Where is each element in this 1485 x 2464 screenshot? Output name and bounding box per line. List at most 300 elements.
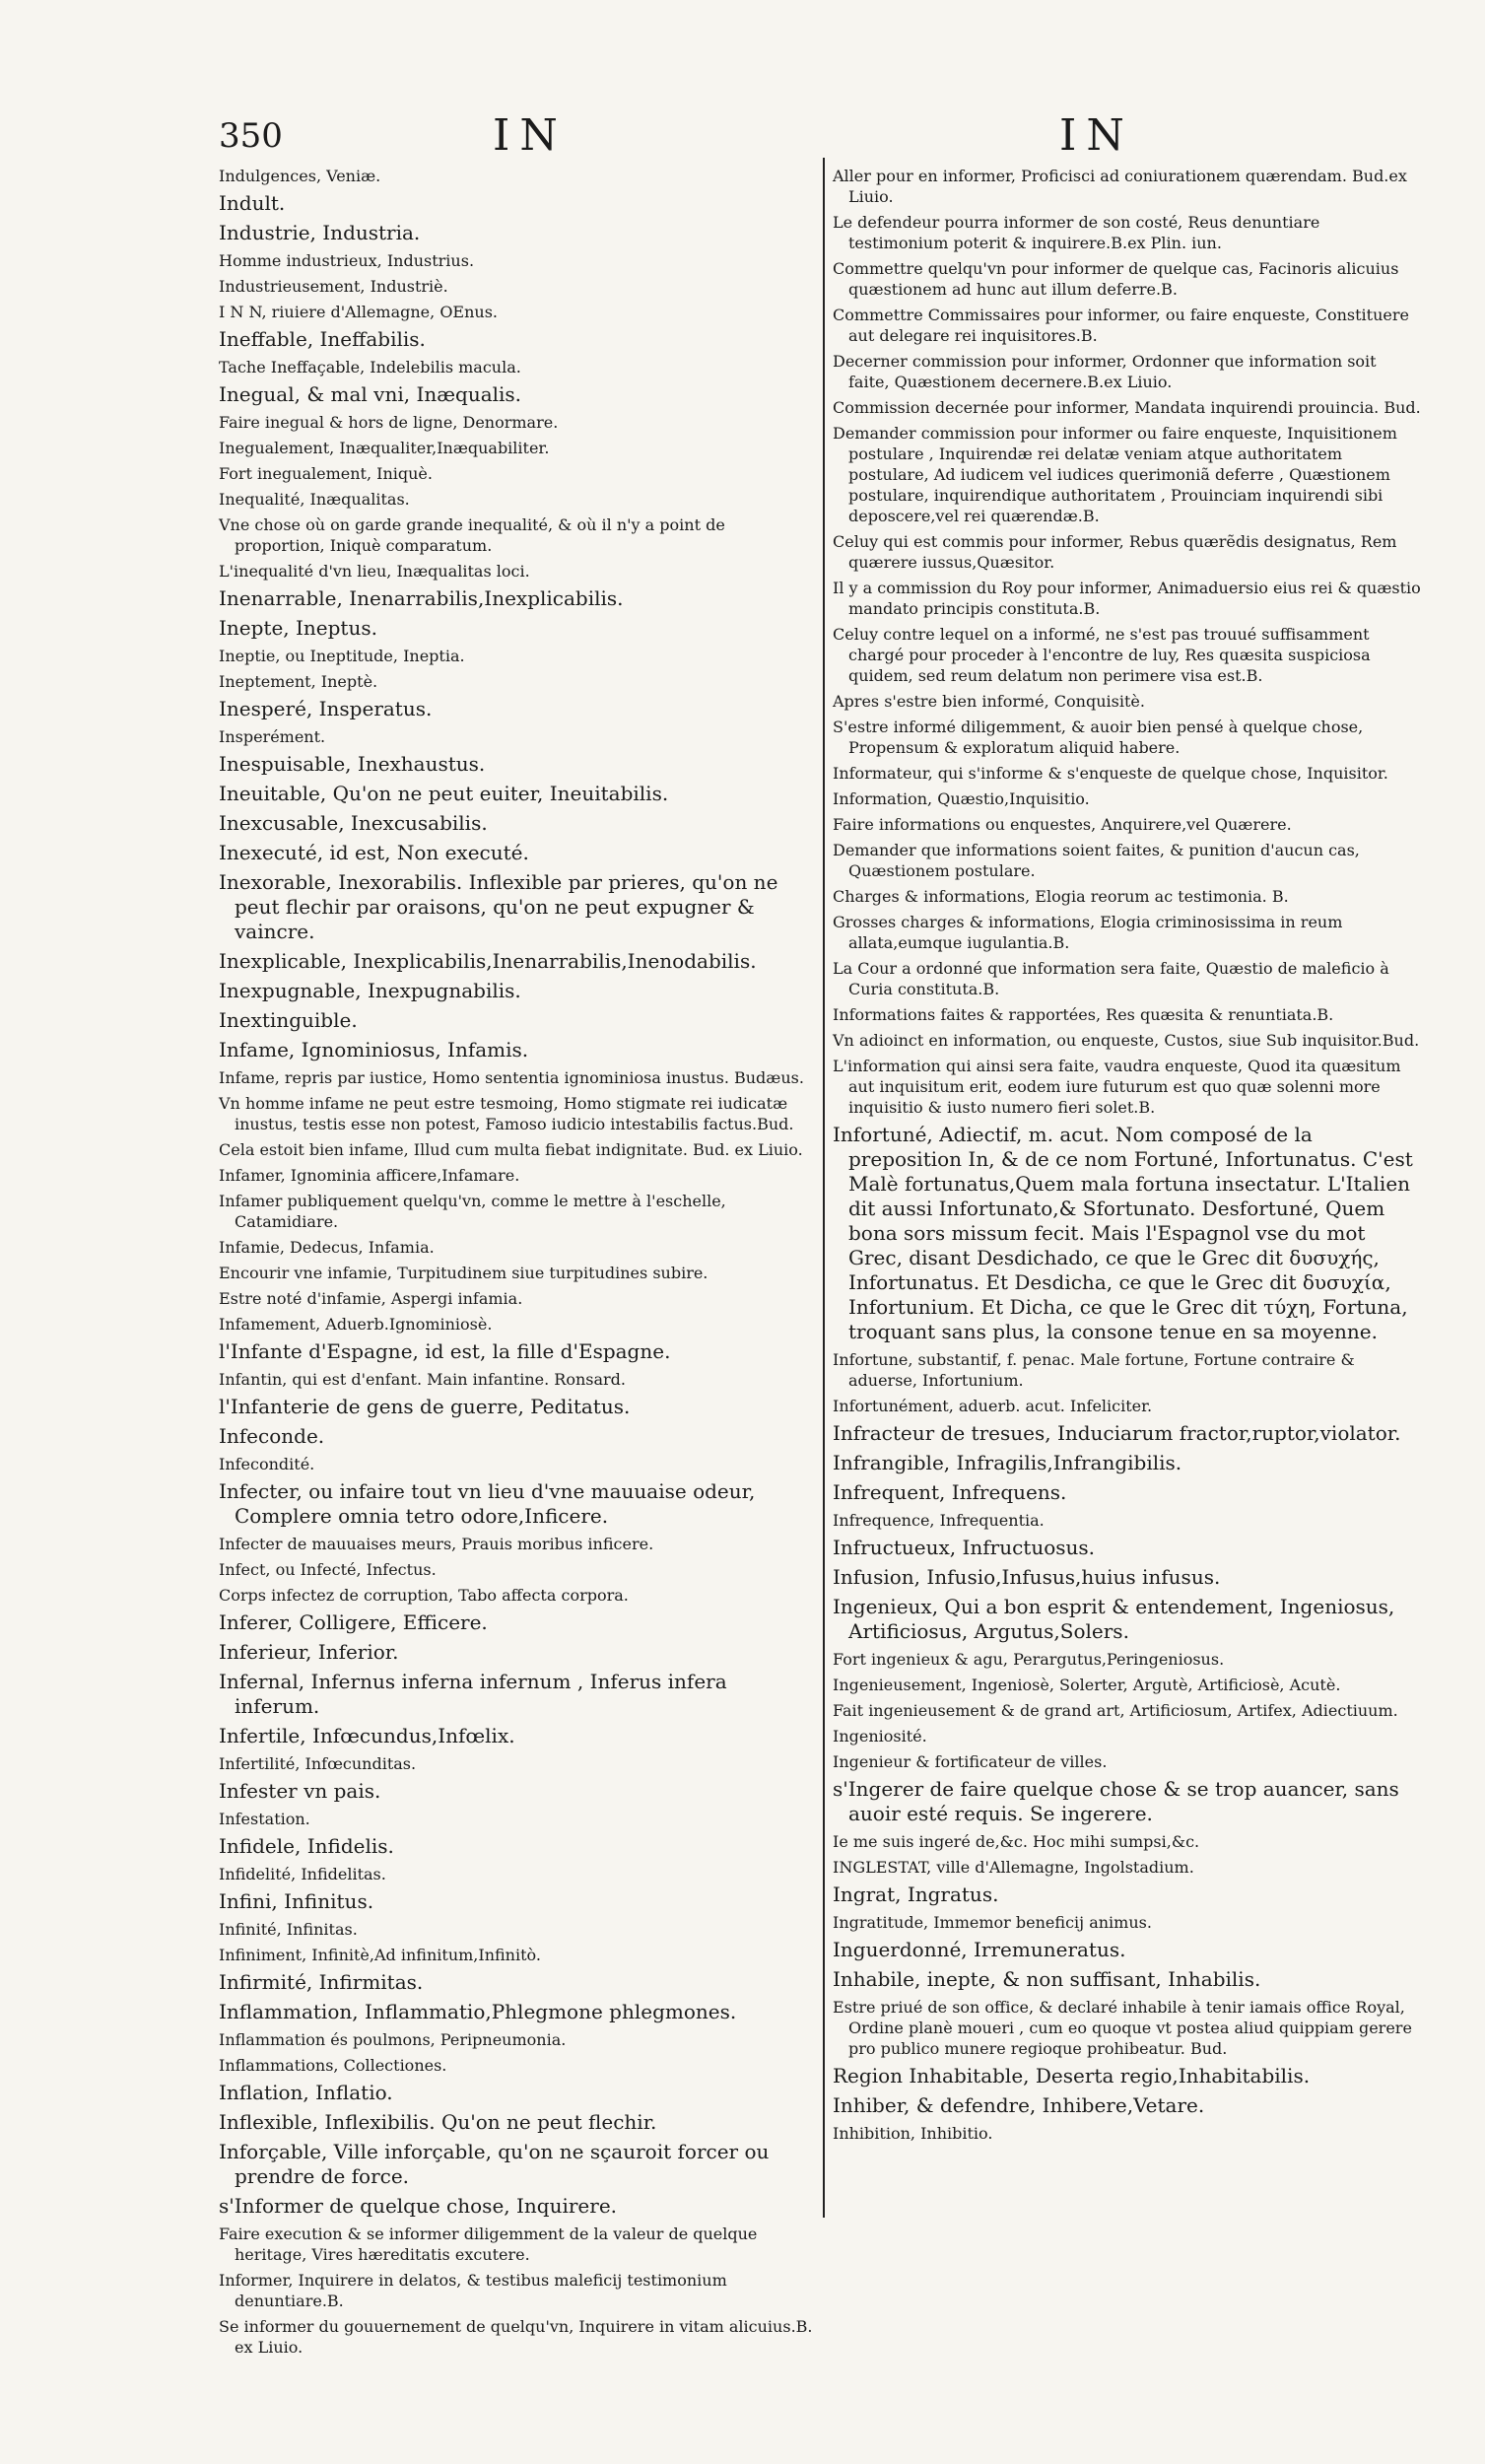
entry-definition: Custos, siue Sub inquisitor.Bud. (1164, 1031, 1420, 1050)
entry-definition: Res quæsita suspiciosa quidem, sed reum delatum non perimere visa est.B. (848, 646, 1371, 685)
entry-definition: Infragilis,Infrangibilis. (956, 1451, 1182, 1474)
entry-headword: Inflexible, (219, 2110, 319, 2134)
entry-headword: Indulgences, (219, 167, 322, 185)
entry-headword: Grosses charges & informations, (833, 913, 1096, 931)
entry-headword: Inhiber, (833, 2093, 911, 2117)
dictionary-entry (219, 697, 815, 721)
entry-headword: Faire execution & se informer diligemment de la valeur de quelque heritage, (219, 2224, 758, 2264)
entry-definition: Turpitudinem siue turpitudines subire. (397, 1264, 709, 1282)
entry-headword: Infinité, (219, 1920, 282, 1939)
entry-headword: Inenarrable, (219, 586, 343, 610)
entry-headword: Aller pour en informer, (833, 167, 1017, 185)
dictionary-entry (833, 423, 1422, 526)
entry-definition: Inæqualitas. (309, 490, 410, 509)
entry-headword: Inexplicable, (219, 949, 348, 973)
dictionary-entry (219, 1864, 815, 1884)
entry-headword: Inexorable, (219, 870, 332, 894)
dictionary-entry (219, 616, 815, 641)
entry-headword: Infortunément, (833, 1397, 954, 1415)
entry-headword: Infertilité, (219, 1754, 301, 1773)
entry-definition: Quæstio,Inquisitio. (937, 789, 1090, 808)
dictionary-entry (833, 1595, 1422, 1644)
entry-headword: Vn homme infame ne peut estre tesmoing, (219, 1094, 559, 1113)
entry-definition: Artificiosum, Artifex, Adiectiuum. (1129, 1701, 1398, 1720)
entry-definition: Reus denuntiare testimonium poterit & inquirere.B.ex Plin. iun. (848, 213, 1320, 252)
dictionary-entry (833, 1882, 1422, 1907)
dictionary-entry (219, 1165, 815, 1186)
entry-headword: Homme industrieux, (219, 251, 382, 270)
entry-definition: Infidelis. (306, 1834, 394, 1858)
entry-definition: Res quæsita & renuntiata.B. (1106, 1005, 1334, 1024)
entry-headword: Ie me suis ingeré de,&c. (833, 1832, 1028, 1851)
dictionary-entry (219, 979, 815, 1003)
entry-definition: Qu'on ne peut euiter, Ineuitabilis. (332, 782, 669, 805)
entry-definition: f. penac. Male fortune, Fortune contraire & aduerse, Infortunium. (848, 1350, 1355, 1390)
entry-definition: Prauis moribus inficere. (461, 1535, 654, 1553)
entry-headword: Infantin, qui est d'enfant. (219, 1370, 423, 1389)
dictionary-entry (833, 814, 1422, 835)
entry-headword: Charges & informations, (833, 887, 1031, 906)
entry-headword: Celuy qui est commis pour informer, (833, 532, 1124, 551)
entry-headword: L'inequalité d'vn lieu, (219, 562, 392, 581)
entry-headword: Infeconde. (219, 1424, 325, 1448)
dictionary-entry (219, 1067, 815, 1088)
dictionary-entry (219, 489, 815, 510)
entry-headword: Encourir vne infamie, (219, 1264, 393, 1282)
entry-definition: Iniquè. (376, 464, 433, 483)
dictionary-entry (833, 1675, 1422, 1695)
entry-definition: Inquirere in delatos, & testibus maleficij testimonium denuntiare.B. (235, 2271, 727, 2310)
entry-definition: Ineptia. (403, 647, 465, 665)
entry-definition: Inhibitio. (920, 2124, 993, 2143)
entry-headword: Inguerdonné, (833, 1938, 968, 1961)
entry-headword: Ineuitable, (219, 782, 327, 805)
dictionary-entry (219, 438, 815, 458)
entry-definition: Ineptus. (296, 616, 377, 640)
dictionary-entry (219, 1724, 815, 1748)
dictionary-entry (219, 250, 815, 271)
entry-headword: Information, (833, 789, 933, 808)
dictionary-entry (219, 412, 815, 433)
entry-headword: Corps infectez de corruption, (219, 1586, 454, 1605)
dictionary-entry (219, 1339, 815, 1364)
dictionary-entry (219, 1395, 815, 1419)
entry-definition: Veniæ. (326, 167, 381, 185)
dictionary-entry (219, 1585, 815, 1606)
entry-definition: Insperatus. (318, 697, 433, 720)
dictionary-entry (833, 1700, 1422, 1721)
entry-headword: Ingenieur & fortificateur de villes. (833, 1752, 1108, 1771)
entry-headword: Region Inhabitable, (833, 2064, 1030, 2088)
dictionary-entry (833, 624, 1422, 686)
entry-definition: Mandata inquirendi prouincia. Bud. (1134, 398, 1421, 417)
entry-definition: Proficisci ad coniurationem quærendam. Bud.ex Liuio. (848, 167, 1407, 206)
entry-headword: Infame, (219, 1038, 296, 1061)
entry-headword: Infamer, (219, 1166, 286, 1185)
dictionary-entry (833, 958, 1422, 999)
dictionary-entry (833, 531, 1422, 573)
dictionary-entry (219, 1454, 815, 1474)
entry-headword: Inflammation és poulmons, (219, 2030, 436, 2049)
entry-headword: l'Infanterie de gens de guerre, (219, 1395, 524, 1418)
dictionary-entry (219, 1559, 815, 1580)
entry-headword: Infertile, (219, 1724, 306, 1747)
entry-headword: Infame, repris par iustice, (219, 1068, 428, 1087)
entry-definition: Ignominia afficere,Infamare. (290, 1166, 520, 1185)
dictionary-entry (833, 1396, 1422, 1416)
entry-definition: OEnus. (439, 303, 499, 321)
dictionary-entry (219, 1889, 815, 1914)
dictionary-entry (833, 840, 1422, 881)
entry-definition: Peditatus. (530, 1395, 631, 1418)
entry-headword: Informations faites & rapportées, (833, 1005, 1102, 1024)
entry-headword: Infini, (219, 1889, 278, 1913)
entry-headword: Infernal, (219, 1670, 305, 1693)
entry-definition: Aduerb.Ignominiosè. (325, 1315, 493, 1334)
entry-definition: Inexpugnabilis. (367, 979, 521, 1002)
dictionary-entry (833, 1726, 1422, 1746)
entry-definition: Inflammatio,Phlegmone phlegmones. (364, 2000, 737, 2023)
dictionary-entry (219, 514, 815, 556)
entry-headword: Faire inegual & hors de ligne, (219, 413, 458, 432)
entry-headword: l'Infante d'Espagne, (219, 1339, 419, 1363)
entry-headword: Inegual, & mal vni, (219, 382, 411, 406)
entry-definition: Infrequentia. (939, 1511, 1045, 1530)
dictionary-entry (219, 1809, 815, 1829)
dictionary-entry (833, 166, 1422, 207)
entry-definition: Infirmitas. (318, 1970, 424, 1994)
dictionary-entry (219, 752, 815, 777)
entry-headword: Decerner commission pour informer, Ordonner que information soit faite, (833, 352, 1377, 391)
dictionary-entry (833, 1480, 1422, 1505)
dictionary-entry (833, 1123, 1422, 1344)
dictionary-entry (833, 305, 1422, 346)
dictionary-entry (219, 1237, 815, 1258)
entry-definition: Hoc mihi sumpsi,&c. (1033, 1832, 1200, 1851)
entry-headword: Fort inegualement, (219, 464, 372, 483)
entry-headword: Vn adioinct en information, ou enqueste, (833, 1031, 1160, 1050)
entry-headword: Estre noté d'infamie, (219, 1289, 386, 1308)
dictionary-entry (219, 1534, 815, 1554)
entry-definition: Induciarum fractor,ruptor,violator. (1056, 1421, 1401, 1445)
dictionary-entry (219, 1970, 815, 1995)
dictionary-entry (219, 463, 815, 484)
entry-headword: Inferer, (219, 1610, 294, 1634)
entry-definition: Infœcunditas. (304, 1754, 417, 1773)
entry-headword: Commettre quelqu'vn pour informer de quelque cas, (833, 259, 1253, 278)
entry-definition: Quod ita quæsitum aut inquisitum erit, eodem iure futurum est quo quæ solenni more inquisitio & iusto numero fieri solet.B. (848, 1057, 1401, 1117)
entry-definition: & defendre, Inhibere,Vetare. (915, 2093, 1205, 2117)
dictionary-entry (219, 221, 815, 245)
entry-definition: Rebus quærẽdis designatus, Rem quærere iussus,Quæsitor. (848, 532, 1397, 572)
entry-headword: Fort ingenieux & agu, (833, 1650, 1008, 1669)
entry-headword: Infructueux, (833, 1536, 957, 1559)
dictionary-entry (219, 811, 815, 836)
dictionary-entry (833, 788, 1422, 809)
entry-headword: La Cour a ordonné que information sera faite, (833, 959, 1201, 978)
entry-definition: Ineptè. (320, 672, 378, 691)
entry-headword: Indult. (219, 191, 286, 215)
dictionary-entry (219, 1008, 815, 1033)
dictionary-entry (833, 1777, 1422, 1826)
entry-definition: aduerb. acut. Infeliciter. (958, 1397, 1153, 1415)
entry-definition: Inexplicabilis,Inenarrabilis,Inenodabilis. (353, 949, 757, 973)
entry-definition: Infœcundus,Infœlix. (311, 1724, 515, 1747)
dictionary-entry (833, 1451, 1422, 1475)
entry-headword: Infrangible, (833, 1451, 951, 1474)
entry-definition: Aspergi infamia. (390, 1289, 523, 1308)
entry-definition: Quæstionem postulare. (848, 861, 1036, 880)
entry-definition: Inquisitor. (1307, 764, 1388, 783)
dictionary-entry (833, 1004, 1422, 1025)
entry-headword: Inflation, (219, 2081, 309, 2104)
entry-definition: Tabo affecta corpora. (458, 1586, 629, 1605)
dictionary-entry (833, 578, 1422, 619)
entry-headword: Commission decernée pour informer, (833, 398, 1130, 417)
entry-definition: Infinitè,Ad infinitum,Infinitò. (311, 1946, 541, 1964)
entry-headword: Ineptie, ou Ineptitude, (219, 647, 398, 665)
entry-definition: Ingolstadium. (1084, 1858, 1194, 1877)
dictionary-entry (219, 276, 815, 297)
running-header-left: IN (493, 110, 568, 161)
entry-definition: Anquirere,vel Quærere. (1101, 815, 1292, 834)
entry-definition: Infrequens. (951, 1480, 1067, 1504)
dictionary-entry (219, 1369, 815, 1390)
entry-headword: Celuy contre lequel on a informé, ne s'est pas trouué suffisamment chargé pour proceder à l'encontre de luy, (833, 625, 1370, 664)
entry-definition: Infernus inferna infernum , Inferus infera inferum. (235, 1670, 727, 1718)
entry-definition: Infinitus. (284, 1889, 374, 1913)
entry-headword: INGLESTAT, ville d'Allemagne, (833, 1858, 1079, 1877)
entry-definition: Inquisitionem postulare , Inquirendæ rei delatæ veniam atque authoritatem postulare, Ad iudicem vel iudices querimoniã deferre , Quæstionem postulare, inquirendique authoritatem , Prouinciam inquirendi sibi deposcere,vel rei quærendæ.B. (848, 424, 1397, 525)
entry-headword: Estre priué de son office, & declaré inhabile à tenir iamais office Royal, (833, 1998, 1405, 2017)
entry-headword: Infortune, substantif, (833, 1350, 1002, 1369)
dictionary-entry (833, 886, 1422, 907)
entry-definition: Peripneumonia. (439, 2030, 567, 2049)
entry-headword: Inflammations, (219, 2056, 339, 2075)
entry-headword: Infusion, (833, 1565, 921, 1589)
entry-definition: Irremuneratus. (974, 1938, 1126, 1961)
entry-headword: Se informer du gouuernement de quelqu'vn, (219, 2317, 574, 2336)
entry-headword: Inferieur, (219, 1640, 312, 1664)
entry-headword: Ineffable, (219, 327, 314, 351)
dictionary-entry (833, 1421, 1422, 1446)
entry-headword: Infortuné, (833, 1123, 933, 1146)
dictionary-entry (833, 212, 1422, 253)
entry-definition: Adiectif, m. acut. Nom composé de la preposition In, & de ce nom Fortuné, Infortunatus. C'est Malè fortunatus,Quem mala fortuna insectatur. L'Italien dit aussi Infortunato,& Sfortunato. Desfortuné, Quem bona sors missum fecit. Mais l'Espagnol vse du mot Grec, disant Desdichado, ce que le Grec dit δυσυχής, Infortunatus. Et Desdicha, ce que le Grec dit δυσυχία, Infortunium. Et Dicha, ce que le Grec dit τύχη, Fortuna, troquant sans plus, la consone tenue en sa moyenne. (848, 1123, 1413, 1343)
entry-definition: Infectus. (366, 1560, 437, 1579)
dictionary-entry (219, 1314, 815, 1335)
dictionary-entry (219, 1139, 815, 1160)
dictionary-entry (219, 2316, 815, 2358)
entry-definition: Se ingerere. (1029, 1802, 1153, 1825)
entry-headword: Inegualement, (219, 439, 335, 457)
dictionary-entry (219, 1919, 815, 1940)
dictionary-entry (833, 1510, 1422, 1531)
dictionary-entry (833, 1857, 1422, 1878)
entry-definition: Elogia reorum ac testimonia. B. (1035, 887, 1289, 906)
entry-headword: Infidele, (219, 1834, 302, 1858)
dictionary-entry (833, 1938, 1422, 1962)
entry-headword: Infamie, (219, 1238, 285, 1257)
dictionary-entry (833, 258, 1422, 300)
entry-headword: Industrie, (219, 221, 316, 244)
entry-headword: Industrieusement, (219, 277, 366, 296)
dictionary-entry (219, 2029, 815, 2050)
entry-headword: Informateur, qui s'informe & s'enqueste de quelque chose, (833, 764, 1303, 783)
entry-definition: Inferior. (317, 1640, 399, 1664)
entry-headword: Infidelité, (219, 1865, 297, 1883)
dictionary-entry (833, 2093, 1422, 2118)
dictionary-entry (833, 1565, 1422, 1590)
entry-headword: I N N, riuiere d'Allemagne, (219, 303, 436, 321)
entry-definition: Facinoris alicuius quæstionem ad hunc aut illum deferre.B. (848, 259, 1399, 299)
entry-headword: Ingrat, (833, 1882, 902, 1906)
entry-headword: Infrequence, (833, 1511, 935, 1530)
entry-definition: Inæqualis. (416, 382, 522, 406)
left-column (219, 166, 815, 2357)
entry-headword: s'Informer de quelque chose, (219, 2194, 510, 2218)
entry-headword: Infirmité, (219, 1970, 313, 1994)
dictionary-entry (219, 671, 815, 692)
dictionary-entry (219, 2000, 815, 2024)
entry-headword: Ineptement, (219, 672, 316, 691)
entry-definition: Ordine planè moueri , cum eo quoque vt postea aliud quippiam gerere pro publico munere regioque prohibeatur. Bud. (848, 2019, 1412, 2058)
entry-definition: Inexhaustus. (357, 752, 486, 776)
dictionary-entry (833, 1649, 1422, 1670)
right-column (833, 166, 1422, 2225)
column-rule (823, 158, 825, 2218)
entry-definition: inepte, & non suffisant, Inhabilis. (926, 1967, 1261, 1991)
entry-definition: Inenarrabilis,Inexplicabilis. (349, 586, 624, 610)
entry-definition: Inquirere. (516, 2194, 618, 2218)
entry-headword: Infecter de mauuaises meurs, (219, 1535, 457, 1553)
dictionary-entry (219, 357, 815, 377)
dictionary-entry (219, 327, 815, 352)
entry-definition: Ignominiosus, Infamis. (301, 1038, 529, 1061)
entry-headword: Inexcusable, (219, 811, 345, 835)
dictionary-entry (219, 2224, 815, 2265)
entry-headword: Inhabile, (833, 1967, 921, 1991)
entry-definition: Infusio,Infusus,huius infusus. (926, 1565, 1221, 1589)
entry-definition: Immemor beneficij animus. (933, 1913, 1152, 1932)
dictionary-entry (219, 1263, 815, 1283)
entry-headword: Insperément. (219, 727, 326, 746)
dictionary-entry (219, 726, 815, 747)
dictionary-entry (219, 2110, 815, 2135)
entry-headword: Demander que informations soient faites, & punition d'aucun cas, (833, 841, 1360, 859)
dictionary-entry (219, 166, 815, 186)
running-header-right: IN (1059, 110, 1134, 161)
dictionary-entry (219, 1779, 815, 1804)
entry-headword: Inflammation, (219, 2000, 359, 2023)
dictionary-entry (219, 382, 815, 407)
entry-headword: Informer, (219, 2271, 294, 2290)
entry-definition: Denormare. (462, 413, 559, 432)
entry-headword: Inhibition, (833, 2124, 915, 2143)
entry-headword: Cela estoit bien infame, (219, 1140, 409, 1159)
entry-definition: Quæstio de maleficio à Curia constituta.B. (848, 959, 1389, 998)
dictionary-entry (833, 1030, 1422, 1051)
entry-headword: Il y a commission du Roy pour informer, (833, 579, 1153, 597)
dictionary-entry (219, 1038, 815, 1062)
dictionary-entry (219, 870, 815, 944)
entry-definition: Colligere, Efficere. (299, 1610, 488, 1634)
dictionary-entry (833, 1349, 1422, 1391)
entry-definition: id est, Non executé. (329, 841, 529, 864)
entry-definition: Iniquè comparatum. (329, 536, 493, 555)
entry-definition: Deserta regio,Inhabitabilis. (1035, 2064, 1311, 2088)
entry-definition: Catamidiare. (235, 1212, 339, 1231)
dictionary-entry (833, 1997, 1422, 2059)
dictionary-entry (219, 1945, 815, 1965)
entry-headword: Infiniment, (219, 1946, 307, 1964)
entry-headword: Infamement, (219, 1315, 321, 1334)
dictionary-entry (219, 302, 815, 322)
entry-headword: Inepte, (219, 616, 290, 640)
entry-definition: Elogia criminosissima in reum allata,eumque iugulantia.B. (848, 913, 1343, 952)
dictionary-entry (219, 2194, 815, 2219)
entry-definition: Complere omnia tetro odore,Inficere. (235, 1504, 609, 1528)
dictionary-entry (219, 1753, 815, 1774)
entry-definition: Ville inforçable, qu'on ne sçauroit forcer ou prendre de force. (235, 2140, 770, 2188)
entry-definition: Homo stigmate rei iudicatæ inustus, testis esse non potest, Famoso iudicio intestabilis factus.Bud. (235, 1094, 794, 1133)
dictionary-entry (219, 949, 815, 974)
entry-definition: Vires hæreditatis excutere. (311, 2245, 530, 2264)
dictionary-entry (833, 1536, 1422, 1560)
dictionary-entry (833, 1912, 1422, 1933)
dictionary-entry (219, 2140, 815, 2189)
entry-headword: Commettre Commissaires pour informer, ou faire enqueste, (833, 306, 1311, 324)
dictionary-entry (219, 1479, 815, 1529)
dictionary-entry (219, 191, 815, 216)
dictionary-entry (833, 1751, 1422, 1772)
entry-headword: Infester vn pais. (219, 1779, 381, 1803)
entry-headword: Inextinguible. (219, 1008, 358, 1032)
entry-definition: Ingratus. (907, 1882, 999, 1906)
entry-headword: Faire informations ou enquestes, (833, 815, 1097, 834)
entry-definition: Infructuosus. (962, 1536, 1096, 1559)
dictionary-entry (833, 2064, 1422, 2088)
entry-headword: L'information qui ainsi sera faite, vaudra enqueste, (833, 1057, 1244, 1075)
entry-definition: Inæqualitas loci. (396, 562, 530, 581)
entry-definition: Qui a bon esprit & entendement, Ingeniosus, Artificiosus, Argutus,Solers. (848, 1595, 1395, 1643)
dictionary-entry (833, 1967, 1422, 1992)
dictionary-entry (219, 841, 815, 865)
entry-headword: Le defendeur pourra informer de son costé, (833, 213, 1183, 232)
entry-headword: Inequalité, (219, 490, 305, 509)
entry-headword: Ingeniosité. (833, 1727, 927, 1745)
page-number: 350 (219, 116, 283, 156)
entry-headword: Inexecuté, (219, 841, 324, 864)
entry-definition: Propensum & exploratum aliquid habere. (848, 738, 1181, 757)
entry-headword: s'Ingerer de faire quelque chose & se trop auancer, sans auoir esté requis. (833, 1777, 1399, 1825)
dictionary-entry (219, 1640, 815, 1665)
entry-headword: Ingratitude, (833, 1913, 929, 1932)
dictionary-entry (219, 646, 815, 666)
dictionary-entry (833, 351, 1422, 392)
entry-definition: Infinitas. (286, 1920, 358, 1939)
entry-headword: Demander commission pour informer ou faire enqueste, (833, 424, 1283, 443)
entry-definition: Conquisitè. (1053, 692, 1145, 711)
entry-definition: Inflatio. (315, 2081, 393, 2104)
entry-headword: Infrequent, (833, 1480, 946, 1504)
entry-definition: Industriè. (370, 277, 448, 296)
entry-headword: Infracteur de tresues, (833, 1421, 1051, 1445)
dictionary-entry (219, 2081, 815, 2105)
entry-definition: Illud cum multa fiebat indignitate. Bud. ex Liuio. (413, 1140, 803, 1159)
dictionary-entry (219, 1610, 815, 1635)
entry-definition: Animaduersio eius rei & quæstio mandato principis constituta.B. (848, 579, 1421, 618)
